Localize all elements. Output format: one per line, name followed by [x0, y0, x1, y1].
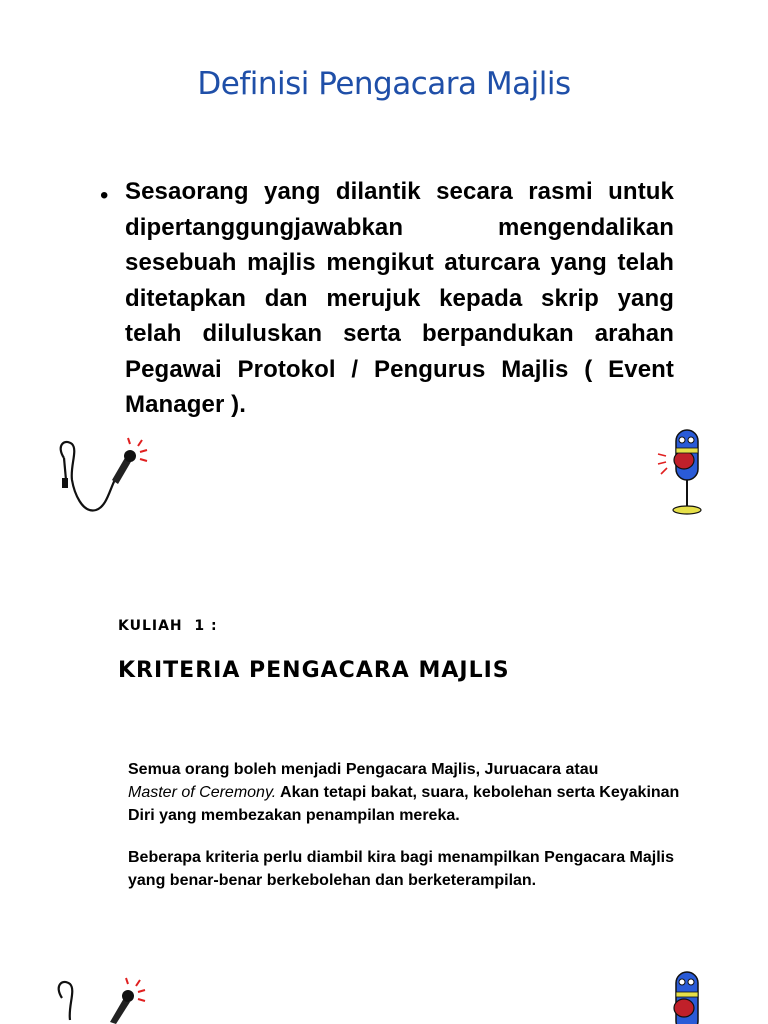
lecture-label: KULIAH 1 : [118, 618, 218, 634]
paragraph-intro-line1: Semua orang boleh menjadi Pengacara Majlis, Juruacara atau [128, 761, 599, 778]
paragraph-intro-rest: Akan tetapi bakat, suara, kebolehan serta Keyakinan Diri yang membezakan penampilan mereka. [128, 784, 680, 824]
bullet-text: Sesaorang yang dilantik secara rasmi untuk dipertanggungjawabkan mengendalikan sesebuah majlis mengikut aturcara yang telah ditetapkan dan merujuk kepada skrip yang telah diluluskan serta berpandukan arahan Pegawai Protokol / Pengurus Majlis ( Event Manager ). [125, 178, 674, 418]
paragraph-intro-italic: Master of Ceremony. [128, 784, 277, 801]
cartoon-microphone-icon [652, 426, 712, 518]
paragraph-criteria: Beberapa kriteria perlu diambil kira bagi menampilkan Pengacara Majlis yang benar-benar berkebolehan dan berketerampilan. [128, 849, 674, 889]
bullet-item [100, 174, 674, 423]
paragraph-intro [128, 758, 688, 827]
page-title: Definisi Pengacara Majlis [197, 66, 571, 102]
corded-microphone-icon [50, 976, 146, 1024]
corded-microphone-icon [52, 436, 148, 518]
section-heading: KRITERIA PENGACARA MAJLIS [118, 658, 510, 683]
bullet-symbol: • [100, 182, 109, 209]
cartoon-microphone-icon [652, 968, 712, 1024]
